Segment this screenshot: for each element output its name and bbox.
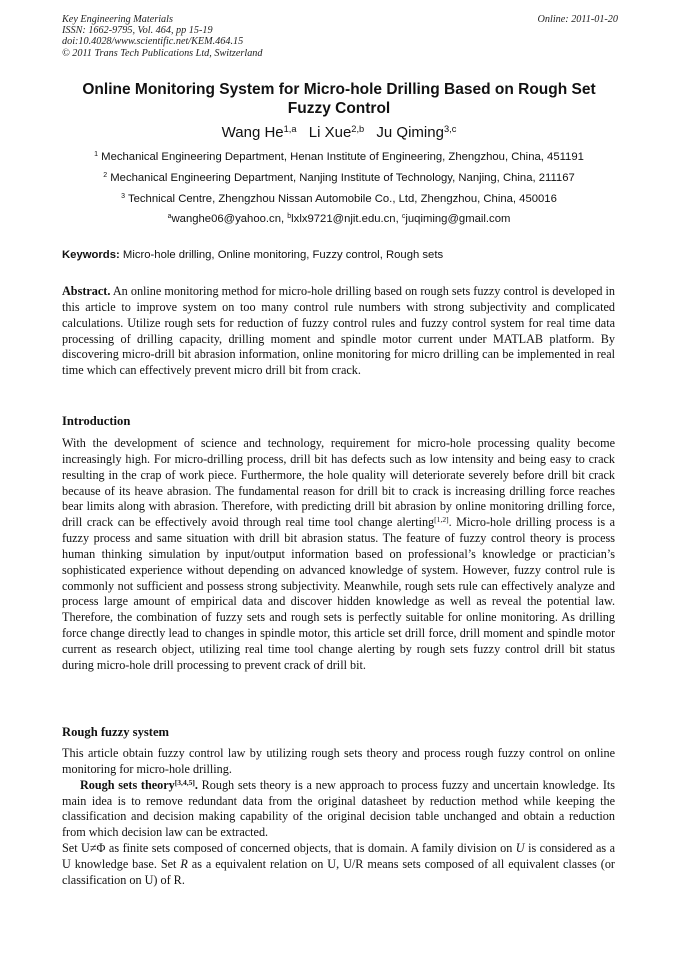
author: Wang He$^{1,a}$ <box>221 123 297 141</box>
journal-header <box>62 14 618 59</box>
email-link[interactable]: wanghe06@yahoo.cn <box>171 213 281 225</box>
author: Ju Qiming$^{3,c}$ <box>376 123 457 141</box>
journal-copyright: © 2011 Trans Tech Publications Ltd, Switzerland <box>62 47 263 59</box>
definition-para: Set U≠Φ as finite sets composed of concerned objects, that is domain. A family division on U is considered as a U knowledge base. Set R as a equivalent relation on U, U/R means sets composed of all equivalent classes (or classification on U) of R. <box>62 841 616 887</box>
section-heading-introduction: Introduction <box>62 414 131 428</box>
section-heading-rough-fuzzy: Rough fuzzy system <box>62 725 170 739</box>
introduction-paragraph: With the development of science and technology, requirement for micro-hole processing quality become increasingly high. For micro-drilling process, drill bit has defects such as low intensity and being easy to crack resulting in the crap of work piece. Furthermore, the hole quality will deteriorate severely before drill bit crack because of its heave abrasion. The fundamental reason for drill bit to crack is increasing drilling force reaches bear limits along with abrasion. Therefore, with predicting drill bit abrasion by online monitoring drilling force, drill crack can be effectively avoid through real time tool change alerting[1,2]. Micro-hole drilling process is a fuzzy process and same situation with drill bit abrasion status. The feature of fuzzy control theory is process human thinking simulation by input/output information based on professional’s knowledge or practician’s sophisticated experience without depending on advanced knowledge of system. However, fuzzy control rule is commonly not sufficient and possess strong subjectivity. Meanwhile, rough sets rule can effectively analyze and process large amount of empirical data and discover hidden knowledge as well as reveal the potential law. Therefore, the combination of fuzzy sets and rough sets is perfectly suitable for online monitoring. As drilling force change directly lead to changes in spindle motor, this article set drill force, drill moment and spindle motor current as research object, utilizing real time tool change alerting by rough sets fuzzy control drill bit status during micro-hole drill processing to prevent crack of drill bit. <box>62 436 615 672</box>
author: Li Xue$^{2,b}$ <box>308 123 365 141</box>
email-link[interactable]: juqiming@gmail.com <box>405 213 511 225</box>
email-line: $^a$wanghe06@yahoo.cn, $^b$lxlx9721@njit.edu.cn, $^c$juqiming@gmail.com <box>167 213 511 225</box>
rough-sets-label: Rough sets theory[3,4,5]. <box>80 777 198 792</box>
rough-fuzzy-section <box>62 746 615 889</box>
citation: [1,2] <box>434 515 449 525</box>
abstract <box>62 284 615 379</box>
author-list <box>62 124 616 142</box>
rough-fuzzy-para-1: This article obtain fuzzy control law by utilizing rough sets theory and process rough fuzzy control on online monitoring for micro-hole drilling. <box>62 746 615 776</box>
abstract-label: Abstract. <box>62 284 111 298</box>
journal-doi: doi:10.4028/www.scientific.net/KEM.464.15 <box>62 36 244 48</box>
affiliation-3: $^3$ Technical Centre, Zhengzhou Nissan Automobile Co., Ltd, Zhengzhou, China, 450016 <box>121 193 557 205</box>
keywords <box>62 249 618 262</box>
abstract-text: An online monitoring method for micro-hole drilling based on rough sets fuzzy control is developed in this article to improve system on too many control rule numbers with strong subjectivity and complicated calculations. Utilize rough sets for reduction of fuzzy control rules and fuzzy control system for real time data processing of drilling capacity, drilling moment and spindle motor current under MATLAB platform. By discovering micro-drill bit abrasion information, online monitoring for micro drilling can be implemented in real time which can effectively prevent micro drill bit from crack. <box>62 284 615 378</box>
online-date: Online: 2011-01-20 <box>537 14 618 25</box>
keywords-text: Micro-hole drilling, Online monitoring, Fuzzy control, Rough sets <box>122 249 444 261</box>
journal-name: Key Engineering Materials <box>62 14 173 25</box>
affiliation-1: $^1$ Mechanical Engineering Department, Henan Institute of Engineering, Zhengzhou, China, 451191 <box>94 151 584 163</box>
rough-sets-theory-para: Rough sets theory[3,4,5]. Rough sets theory is a new approach to process fuzzy and uncertain knowledge. Its main idea is to remove redundant data from the original datasheet by reduction method while keeping the classification and decision making capability of the original decision table unchanged and obtain a reduction from which decision law can be extracted. <box>62 777 616 840</box>
journal-issn: ISSN: 1662-9795, Vol. 464, pp 15-19 <box>62 25 213 37</box>
paper-title: Online Monitoring System for Micro-hole Drilling Based on Rough Set Fuzzy Control <box>82 81 596 117</box>
keywords-label: Keywords: <box>62 249 120 261</box>
email-link[interactable]: lxlx9721@njit.edu.cn <box>291 213 396 225</box>
affiliation-2: $^2$ Mechanical Engineering Department, Nanjing Institute of Technology, Nanjing, China, 211167 <box>103 172 575 184</box>
citation: [3,4,5] <box>174 777 195 787</box>
